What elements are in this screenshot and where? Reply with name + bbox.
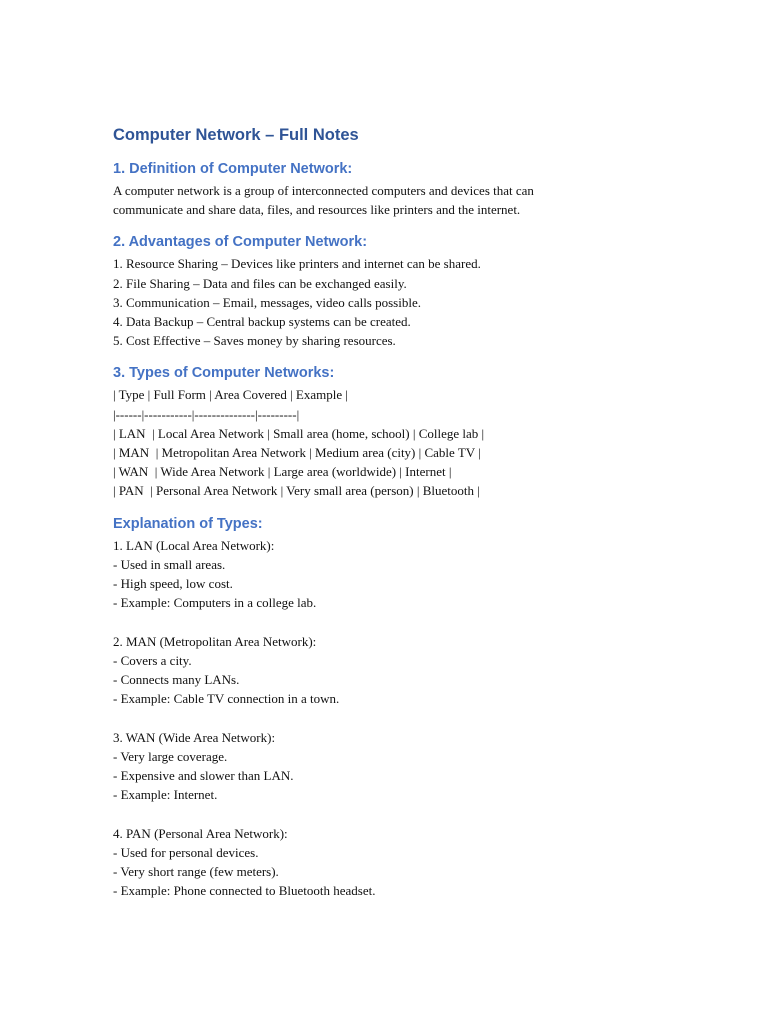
list-item: 3. WAN (Wide Area Network): — [113, 729, 276, 745]
list-item: - Used in small areas. — [113, 556, 226, 572]
document-page — [113, 123, 733, 900]
explanation-wan — [113, 728, 733, 805]
table-row: | Type | Full Form | Area Covered | Example | — [113, 387, 348, 403]
list-item: - Used for personal devices. — [113, 844, 259, 860]
table-row: | MAN | Metropolitan Area Network | Medium area (city) | Cable TV | — [113, 445, 481, 461]
paragraph-line: A computer network is a group of interconnected computers and devices that can — [113, 183, 534, 198]
explanation-man — [113, 632, 733, 709]
section-heading-advantages: 2. Advantages of Computer Network: — [113, 234, 368, 251]
list-item: - Expensive and slower than LAN. — [113, 768, 294, 784]
list-item: 3. Communication – Email, messages, video calls possible. — [113, 294, 421, 310]
list-item: 1. Resource Sharing – Devices like printers and internet can be shared. — [113, 256, 481, 272]
explanation-lan — [113, 536, 733, 613]
table-row: | PAN | Personal Area Network | Very small area (person) | Bluetooth | — [113, 483, 480, 499]
table-row: |------|-----------|--------------|---------| — [113, 406, 300, 422]
table-row: | LAN | Local Area Network | Small area (home, school) | College lab | — [113, 425, 485, 441]
list-item: - Example: Internet. — [113, 787, 218, 803]
paragraph-line: communicate and share data, files, and resources like printers and the internet. — [113, 202, 521, 218]
list-item: - Covers a city. — [113, 652, 192, 668]
document-title: Computer Network – Full Notes — [113, 126, 359, 144]
list-item: 4. Data Backup – Central backup systems can be created. — [113, 314, 411, 330]
list-item: - Example: Computers in a college lab. — [113, 595, 317, 611]
section-heading-explanation: Explanation of Types: — [113, 515, 263, 532]
types-table-text — [113, 385, 733, 500]
list-item: - Connects many LANs. — [113, 672, 240, 688]
list-item: - Example: Cable TV connection in a town. — [113, 691, 340, 707]
table-row: | WAN | Wide Area Network | Large area (worldwide) | Internet | — [113, 464, 452, 480]
list-item: 5. Cost Effective – Saves money by sharing resources. — [113, 333, 396, 349]
list-item: - Very short range (few meters). — [113, 864, 279, 880]
list-item: 4. PAN (Personal Area Network): — [113, 825, 288, 841]
explanation-pan — [113, 824, 733, 901]
list-item: - Very large coverage. — [113, 748, 228, 764]
section-heading-types: 3. Types of Computer Networks: — [113, 365, 335, 382]
list-item: 2. File Sharing – Data and files can be exchanged easily. — [113, 275, 407, 291]
section-heading-definition: 1. Definition of Computer Network: — [113, 161, 353, 177]
list-item: 2. MAN (Metropolitan Area Network): — [113, 633, 317, 649]
advantages-list — [113, 254, 733, 350]
definition-paragraph — [113, 181, 733, 219]
list-item: 1. LAN (Local Area Network): — [113, 537, 275, 553]
list-item: - High speed, low cost. — [113, 576, 233, 592]
list-item: - Example: Phone connected to Bluetooth headset. — [113, 883, 376, 899]
